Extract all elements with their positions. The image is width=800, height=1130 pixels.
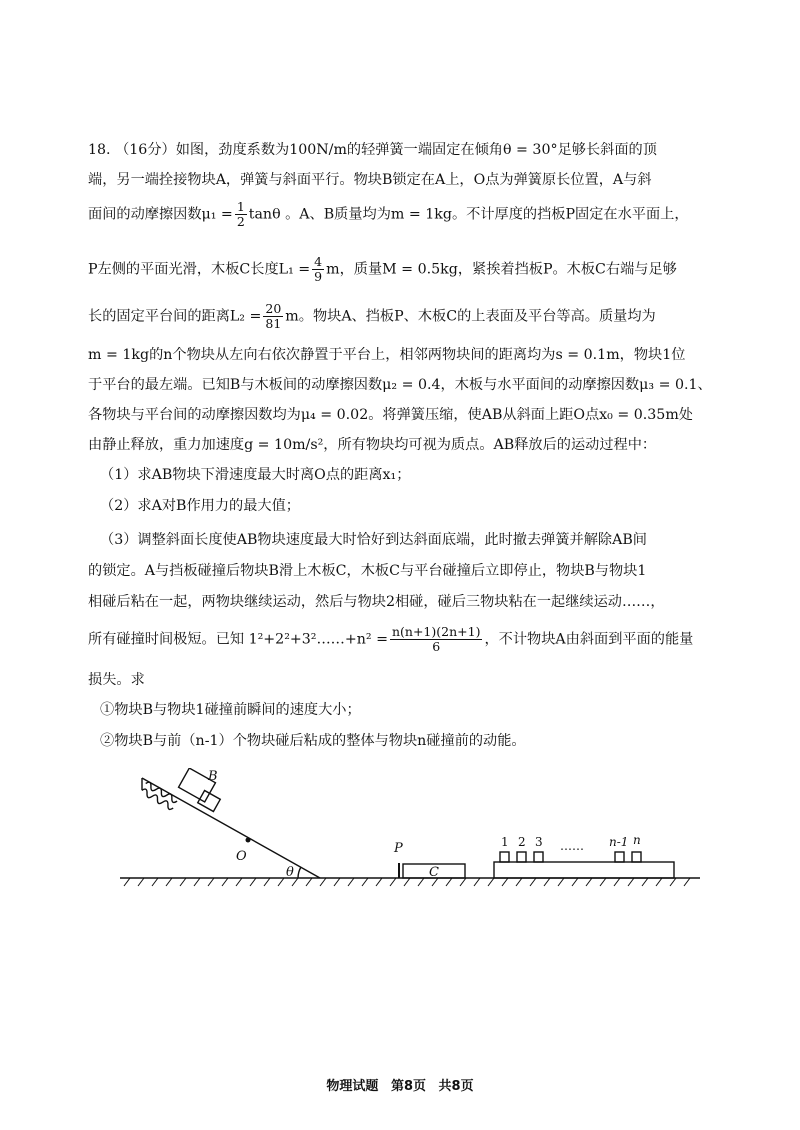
text-segment: tanθ 。A、B质量均为m = 1kg。不计厚度的挡板P固定在水平面上， [248, 206, 689, 223]
fraction-half [235, 200, 247, 229]
page-footer [0, 1075, 800, 1094]
problem-line-5 [88, 302, 718, 331]
platform-block-n-1 [615, 852, 624, 862]
problem-line-4 [88, 255, 718, 284]
fraction-denominator: 2 [236, 214, 245, 229]
problem-line-1: 18. （16分）如图，劲度系数为100N/m的轻弹簧一端固定在倾角θ = 30°足够长斜面的顶 [88, 142, 657, 158]
question-1: （1）求AB物块下滑速度最大时离O点的距离x₁； [100, 467, 411, 483]
question-3-line-4 [88, 625, 718, 654]
problem-line-7: 于平台的最左端。已知B与木板间的动摩擦因数μ₂ = 0.4，木板与水平面间的动摩擦因数μ₃ = 0.1、 [88, 377, 712, 393]
text-segment: 面间的动摩擦因数μ₁ = [88, 206, 233, 223]
label-p: P [394, 841, 403, 856]
fraction-numerator: 1 [236, 199, 245, 214]
label-b: B [208, 769, 218, 784]
text-segment: P左侧的平面光滑，木板C长度L₁ = [88, 261, 311, 278]
platform [494, 862, 674, 878]
fraction-numerator: 20 [265, 301, 282, 316]
question-3-line-5: 损失。求 [88, 672, 145, 688]
footer-total-pages: 共8页 [438, 1079, 474, 1094]
block-label-n: n [633, 833, 641, 847]
block-label-3: 3 [535, 835, 543, 849]
fraction-sum-formula [390, 625, 482, 654]
fraction-denominator: 6 [432, 639, 441, 654]
fraction-l1 [312, 255, 324, 284]
label-theta: θ [286, 865, 294, 880]
fraction-numerator: n(n+1)(2n+1) [391, 624, 481, 639]
text-segment: m，质量M = 0.5kg，紧挨着挡板P。木板C右端与足够 [326, 261, 677, 278]
fraction-denominator: 81 [265, 316, 282, 331]
label-o: O [236, 849, 247, 864]
fraction-numerator: 4 [314, 254, 323, 269]
problem-line-3 [88, 200, 718, 229]
problem-line-6: m = 1kg的n个物块从左向右依次静置于平台上，相邻两物块间的距离均为s = 0.1m，物块1位 [88, 347, 686, 363]
question-2: （2）求A对B作用力的最大值； [100, 498, 300, 514]
platform-block-n [632, 852, 641, 862]
fraction-denominator: 9 [314, 269, 323, 284]
question-3-line-2: 的锁定。A与挡板碰撞后物块B滑上木板C，木板C与平台碰撞后立即停止，物块B与物块1 [88, 563, 647, 579]
platform-block-3 [534, 852, 543, 862]
text-segment: 所有碰撞时间极短。已知 1²+2²+3²……+n² = [88, 631, 388, 648]
label-c: C [429, 865, 439, 880]
platform-block-2 [517, 852, 526, 862]
question-3-line-1: （3）调整斜面长度使AB物块速度最大时恰好到达斜面底端，此时撤去弹簧并解除AB间 [100, 532, 647, 548]
ground-hatching [124, 878, 690, 886]
block-label-n-1: n-1 [609, 835, 629, 849]
theta-arc [298, 867, 301, 878]
point-o [246, 838, 251, 843]
sub-question-1: ①物块B与物块1碰撞前瞬间的速度大小； [100, 702, 361, 718]
footer-subject: 物理试题 [326, 1079, 379, 1094]
fraction-l2 [263, 302, 283, 331]
problem-line-2: 端，另一端拴接物块A，弹簧与斜面平行。物块B锁定在A上，O点为弹簧原长位置，A与斜 [88, 172, 652, 188]
footer-page-number: 第8页 [390, 1079, 426, 1094]
sub-question-2: ②物块B与前（n-1）个物块碰后粘成的整体与物块n碰撞前的动能。 [100, 733, 526, 749]
physics-diagram [120, 768, 700, 898]
block-label-ellipsis: …… [560, 839, 584, 853]
block-label-1: 1 [501, 835, 509, 849]
problem-line-8: 各物块与平台间的动摩擦因数均为μ₄ = 0.02。将弹簧压缩，使AB从斜面上距O点x₀ = 0.35m处 [88, 407, 693, 423]
platform-block-1 [500, 852, 509, 862]
text-segment: m。物块A、挡板P、木板C的上表面及平台等高。质量均为 [285, 308, 656, 325]
block-label-2: 2 [518, 835, 526, 849]
text-segment: ，不计物块A由斜面到平面的能量 [484, 631, 694, 648]
incline-surface [142, 778, 320, 878]
question-3-line-3: 相碰后粘在一起，两物块继续运动，然后与物块2相碰，碰后三物块粘在一起继续运动……， [88, 594, 665, 610]
text-segment: 长的固定平台间的距离L₂ = [88, 308, 262, 325]
problem-line-9: 由静止释放，重力加速度g = 10m/s²，所有物块均可视为质点。AB释放后的运动过程中： [88, 437, 657, 453]
